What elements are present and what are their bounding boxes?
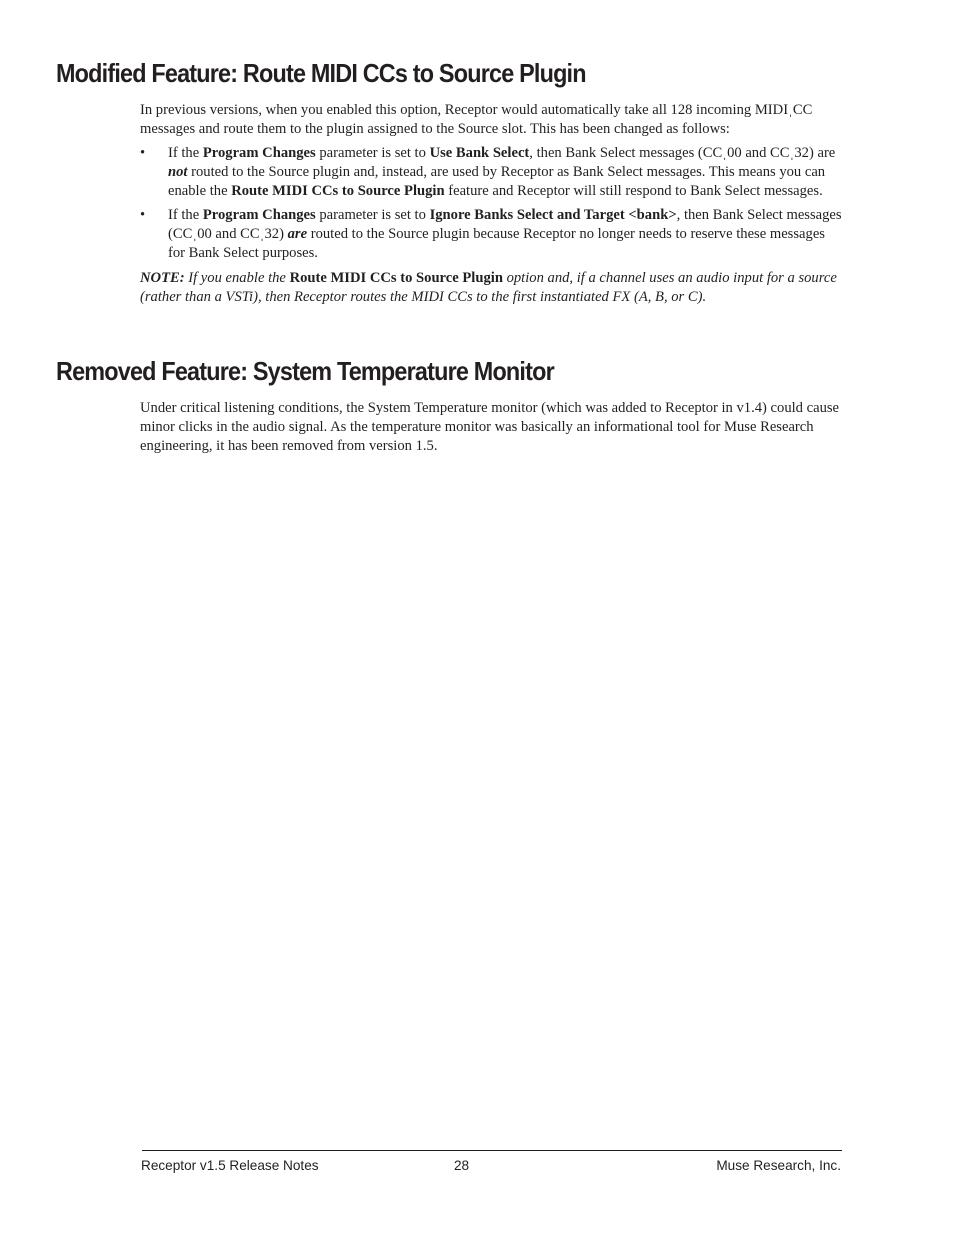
footer-company-name: Muse Research, Inc. [716,1158,841,1173]
bullet-text: parameter is set to [315,207,430,223]
footer-document-title: Receptor v1.5 Release Notes [141,1158,319,1173]
note-paragraph [140,269,845,307]
emphasis-are: are [287,226,308,242]
feature-name-route-midi-ccs: Route MIDI CCs to Source Plugin [231,183,445,199]
feature-name-route-midi-ccs: Route MIDI CCs to Source Plugin [289,270,503,286]
note-label: NOTE: [140,270,185,286]
param-value-use-bank-select: Use Bank Select [429,145,530,161]
bullet-text: , then Bank Select messages (CCˌ00 and CCˌ32) are [529,145,836,161]
emphasis-not: not [168,164,188,180]
bullet-text: If the [168,145,203,161]
footer-divider [142,1150,842,1151]
temperature-monitor-paragraph: Under critical listening conditions, the System Temperature monitor (which was added to Receptor in v1.4) could cause minor clicks in the audio signal. As the temperature monitor was basically an informational tool for Muse Research engineering, it has been removed from version 1.5. [140,400,840,454]
bullet-text: If the [168,207,203,223]
bullet-item-ignore-banks-select [140,206,845,263]
bullet-text: feature and Receptor will still respond to Bank Select messages. [444,183,823,199]
note-text: option and, if a channel uses an audio input for a source (rather than a VSTi), then Receptor routes the MIDI CCs to the first instantiated FX (A, B, or C). [140,270,837,305]
bullet-icon: • [140,207,146,223]
footer-page-number: 28 [454,1158,470,1173]
bullet-list [140,144,845,263]
section-heading-route-midi-ccs: Modified Feature: Route MIDI CCs to Source Plugin [56,58,586,88]
param-program-changes: Program Changes [202,207,316,223]
section-temperature-monitor-body [140,399,845,456]
bullet-text: parameter is set to [315,145,430,161]
note-text: If you enable the [184,270,290,286]
bullet-item-use-bank-select [140,144,845,201]
param-program-changes: Program Changes [202,145,316,161]
section-heading-temperature-monitor: Removed Feature: System Temperature Monitor [56,356,554,386]
bullet-icon: • [140,145,146,161]
bullet-text: , then Bank Select messages (CCˌ00 and CCˌ32) [168,207,842,242]
section-route-midi-ccs-body [140,101,845,307]
bullet-text: routed to the Source plugin and, instead, are used by Receptor as Bank Select messages. This means you can enable the [168,164,826,199]
bullet-text: routed to the Source plugin because Receptor no longer needs to reserve these messages for Bank Select purposes. [168,226,825,261]
intro-paragraph: In previous versions, when you enabled this option, Receptor would automatically take all 128 incoming MIDIˌCC messages and route them to the plugin assigned to the Source slot. This has been changed as follows: [140,102,813,137]
param-value-ignore-banks-select: Ignore Banks Select and Target <bank> [429,207,677,223]
